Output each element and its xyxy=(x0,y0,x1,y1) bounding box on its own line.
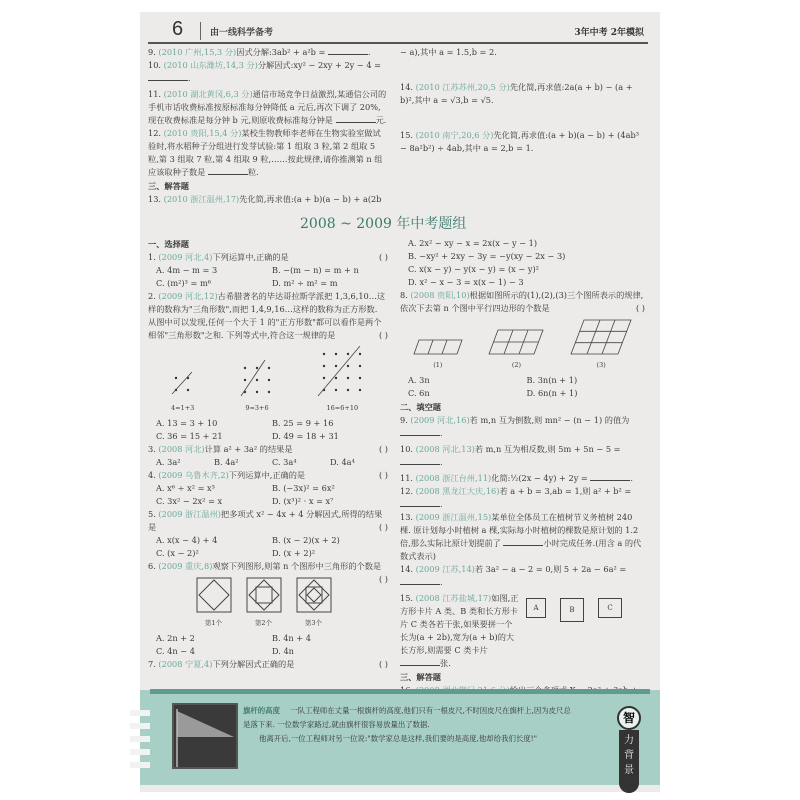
section-heading-choice: 一、选择题 xyxy=(148,239,189,249)
question-2-options: A. 13 = 3 + 10 B. 25 = 9 + 16 C. 36 = 15 + 21 D. 49 = 18 + 31 xyxy=(156,418,339,441)
banner-line-2: 他离开后,一位工程师对另一位说:"数学家总是这样,我们要的是高度,他却给我们长度!" xyxy=(259,734,537,743)
banner-text xyxy=(243,704,573,746)
page-header xyxy=(148,20,648,44)
page-content xyxy=(140,12,660,792)
question-13-2010: 13. (2010 浙江温州,17)先化简,再求值:(a + b)(a − b) + a(2b xyxy=(148,194,382,204)
badge-bar: 力 背 景 xyxy=(619,730,639,793)
square-figure-3: 第3个 xyxy=(296,577,332,630)
parallelogram-figures xyxy=(400,319,645,372)
question-8: 8. (2008 贵阳,10)根据如图所示的(1),(2),(3)三个图所表示的规律,依次下去第 n 个图中平行四边形的个数是 ( ) xyxy=(400,290,645,313)
intelligence-badge xyxy=(617,706,639,792)
left-column xyxy=(148,237,388,671)
question-4-options: A. x⁶ ÷ x² = x³ B. (−3x)² = 6x² C. 3x² − 2x² = x D. (x³)² · x = x⁷ xyxy=(156,483,335,506)
banner-top-bar xyxy=(150,689,650,694)
banner-line-1: 一队工程师在丈量一根旗杆的高度,他们只有一根皮尺,不时因皮尺在旗杆上,因为皮尺总是落下来. 一位数学家路过,就由旗杆很容易放量出了数据. xyxy=(243,706,571,729)
dot-figures xyxy=(148,346,388,415)
parallelogram-figure-1: (1) xyxy=(413,339,463,372)
flag-image xyxy=(172,703,238,769)
question-6: 6. (2009 重庆,8)观察下列图形,则第 n 个图形中三角形的个数是 ( ) xyxy=(148,561,388,584)
question-11-2010: 11. (2010 湖北黄冈,6,3 分)通信市场竞争日益激烈,某通信公司的手机市话收费标准按原标准每分钟降低 a 元后,再次下调了 20%,现在收费标准是每分钟 b 元,则原收费标准每分钟是 元. xyxy=(148,89,387,125)
page-number: 6 xyxy=(172,18,184,40)
square-figure-2: 第2个 xyxy=(246,577,282,630)
badge-circle: 智 xyxy=(617,706,641,730)
dot-figure-2: 9=3+6 xyxy=(237,358,277,415)
question-5: 5. (2009 浙江温州)把多项式 x² − 4x + 4 分解因式,所得的结果是 ( ) xyxy=(148,509,388,532)
card-c: C xyxy=(598,598,622,618)
question-3-options: A. 3a² B. 4a² C. 3a⁴ D. 4a⁴ xyxy=(156,457,355,467)
banner-title: 旗杆的高度 xyxy=(243,706,280,715)
fill-question-10: 10. (2008 河北,13)若 m,n 互为相反数,则 5m + 5n − 5 = . xyxy=(400,444,621,467)
top-right-column xyxy=(400,46,645,155)
question-12-2010: 12. (2010 贵阳,15,4 分)某校生物教师李老师在生物实验室做试验时,将水稻种子分组进行发芽试验:第 1 组取 3 粒,第 2 组取 5 粒,第 3 组取 7 粒,第 4 组取 9 粒,……按此规律,请你推测第 n 组应该取种子数是 粒. xyxy=(148,128,383,177)
header-divider xyxy=(200,22,201,40)
question-3: 3. (2008 河北)计算 a² + 3a² 的结果是 ( ) xyxy=(148,444,388,454)
question-1-options: A. 4m − m = 3 B. −(m − n) = m + n C. (m²)³ = m⁶ D. m² ÷ m² = m xyxy=(156,265,359,288)
fill-question-11: 11. (2008 浙江台州,11)化简:½(2x − 4y) + 2y = . xyxy=(400,473,634,483)
header-right-title: 3年中考 2年模拟 xyxy=(574,28,644,38)
card-a: A xyxy=(526,598,546,618)
card-figures xyxy=(526,598,622,670)
question-14-2010: 14. (2010 江苏苏州,20,5 分)先化简,再求值:2a(a + b) − (a + b)²,其中 a = √3,b = √5. xyxy=(400,82,633,105)
question-5-options: A. x(x − 4) + 4 B. (x − 2)(x + 2) C. (x − 2)² D. (x + 2)² xyxy=(156,535,340,558)
square-figure-1: 第1个 xyxy=(196,577,232,630)
parallelogram-figure-3: (3) xyxy=(570,319,632,372)
question-2: 2. (2009 河北,12)古希腊著名的毕达哥拉斯学派把 1,3,6,10…这样的数称为"三角形数",而把 1,4,9,16…这样的数称为正方形数. 从图中可以发现,任何一个大于 1 的"正方形数"都可以看作是两个相邻"三角形数"之和. 下列等式中,符合这一规律的是 ( ) xyxy=(148,291,388,340)
square-figures xyxy=(148,577,379,630)
card-b: B xyxy=(560,598,584,622)
question-7-options: A. 2x² − xy − x = 2x(x − y − 1) B. −xy² + 2xy − 3y = −y(xy − 2x − 3) C. x(x − y) − y(x − y) = (x − y)² D. x² − x − 3 = x(x − 1) − 3 xyxy=(408,238,566,287)
section-heading-answers-2: 三、解答题 xyxy=(400,672,441,682)
question-15-2010: 15. (2010 南宁,20,6 分)先化简,再求值:(a + b)(a − b) + (4ab³ − 8a²b²) ÷ 4ab,其中 a = 2,b = 1. xyxy=(400,130,639,153)
banner-stripes xyxy=(130,710,150,790)
fill-question-14: 14. (2009 江苏,14)若 3a² − a − 2 = 0,则 5 + 2a − 6a² = . xyxy=(400,564,627,587)
question-8-options: A. 3n B. 3n(n + 1) C. 6n D. 6n(n + 1) xyxy=(408,375,578,398)
question-10-2010: 10. (2010 山东潍坊,14,3 分)分解因式:xy² − 2xy + 2y − 4 = . xyxy=(148,60,382,83)
question-1: 1. (2009 河北,4)下列运算中,正确的是 ( ) xyxy=(148,252,388,262)
group-title: 2008 ~ 2009 年中考题组 xyxy=(300,216,467,232)
fill-question-9: 9. (2009 河北,16)若 m,n 互为倒数,则 mn² − (n − 1) 的值为 . xyxy=(400,415,630,438)
section-heading-answers: 三、解答题 xyxy=(148,181,189,191)
section-heading-fill: 二、填空题 xyxy=(400,402,441,412)
dot-figure-3: 16=6+10 xyxy=(316,346,368,415)
top-left-column xyxy=(148,46,388,206)
dot-figure-1: 4=1+3 xyxy=(168,368,198,415)
parallelogram-figure-2: (2) xyxy=(488,329,544,372)
question-4: 4. (2009 乌鲁木齐,2)下列运算中,正确的是 ( ) xyxy=(148,470,388,480)
fill-question-15: 15. (2008 江苏盐城,17)如图,正方形卡片 A 类、B 类和长方形卡片 C 类各若干张,如果要拼一个长为(a + 2b),宽为(a + b)的大长方形,则需要 C 类卡片 张. A B C xyxy=(400,592,645,670)
fill-question-13: 13. (2009 浙江温州,15)某单位全体员工在植树节义务植树 240 棵. 原计划每小时植树 a 棵,实际每小时植树的棵数是原计划的 1.2 倍,那么实际比原计划提前了 小时完成任务.(用含 a 的代数式表示) xyxy=(400,512,642,561)
header-left-title: 由一线科学备考 xyxy=(210,28,274,38)
question-6-options: A. 2n + 2 B. 4n + 4 C. 4n − 4 D. 4n xyxy=(156,633,311,656)
fill-question-12: 12. (2008 黑龙江大庆,16)若 a + b = 3,ab = 1,则 a² + b² = . xyxy=(400,486,632,509)
question-13-continued: − a),其中 a = 1.5,b = 2. xyxy=(400,47,497,57)
right-column xyxy=(400,237,645,697)
question-9-2010: 9. (2010 广州,15,3 分)因式分解:3ab² + a²b = . xyxy=(148,47,371,57)
question-7: 7. (2008 宁夏,4)下列分解因式正确的是 ( ) xyxy=(148,659,388,669)
